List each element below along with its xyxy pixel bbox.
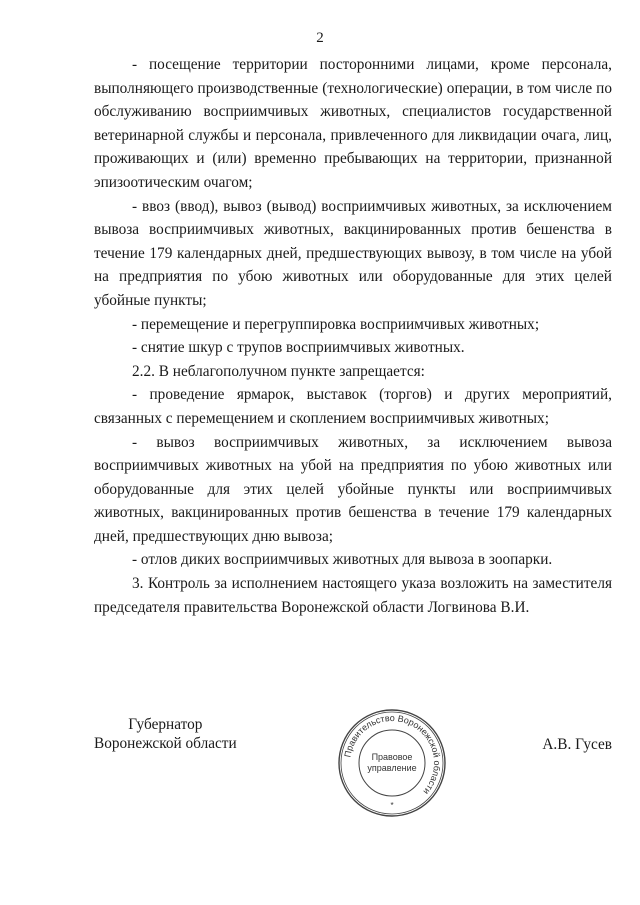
signatory-title-line: Воронежской области [94, 735, 237, 752]
signatory-title [94, 715, 237, 753]
stamp-star: * [390, 801, 394, 810]
paragraph: - проведение ярмарок, выставок (торгов) и других мероприятий, связанных с перемещением и скоплением восприимчивых животных; [94, 386, 612, 427]
signatory-title-line: Губернатор [128, 716, 203, 733]
stamp-inner-line: Правовое [371, 752, 413, 762]
official-stamp [336, 707, 448, 819]
stamp-outer-text-path: Правительство Воронежской области [342, 712, 443, 797]
paragraph: - перемещение и перегруппировка восприимчивых животных; [132, 315, 540, 333]
signature-block [0, 707, 640, 817]
paragraph: - снятие шкур с трупов восприимчивых животных. [132, 339, 465, 357]
stamp-inner-line: управление [367, 763, 417, 773]
paragraph: - ввоз (ввод), вывоз (вывод) восприимчивых животных, за исключением вывоза восприимчивых животных, вакцинированных против бешенства в течение 179 календарных дней, предшествующих вывозу, в том числе на убой на предприятия по убою животных или оборудованные для этих целей убойные пункты; [94, 197, 612, 309]
paragraph: 2.2. В неблагополучном пункте запрещается: [132, 362, 425, 380]
paragraph: - посещение территории посторонними лицами, кроме персонала, выполняющего производственные (технологические) операции, в том числе по обслуживанию восприимчивых животных, специалистов государственной ветеринарной службы и персонала, привлеченного для ликвидации очага, лиц, проживающих и (или) временно пребывающих на территории, признанной эпизоотическим очагом; [94, 56, 612, 191]
signatory-name: А.В. Гусев [542, 736, 612, 753]
paragraph: - вывоз восприимчивых животных, за исключением вывоза восприимчивых животных на убой на предприятия по убою животных или оборудованные для этих целей убойные пункты или восприимчивых животных, вакцинированных против бешенства в течение 179 календарных дней, предшествующих дню вывоза; [94, 433, 612, 545]
paragraph: - отлов диких восприимчивых животных для вывоза в зоопарки. [132, 551, 553, 569]
document-body [94, 53, 612, 619]
paragraph: 3. Контроль за исполнением настоящего указа возложить на заместителя председателя правительства Воронежской области Логвинова В.И. [94, 575, 612, 616]
page-number: 2 [316, 30, 324, 46]
